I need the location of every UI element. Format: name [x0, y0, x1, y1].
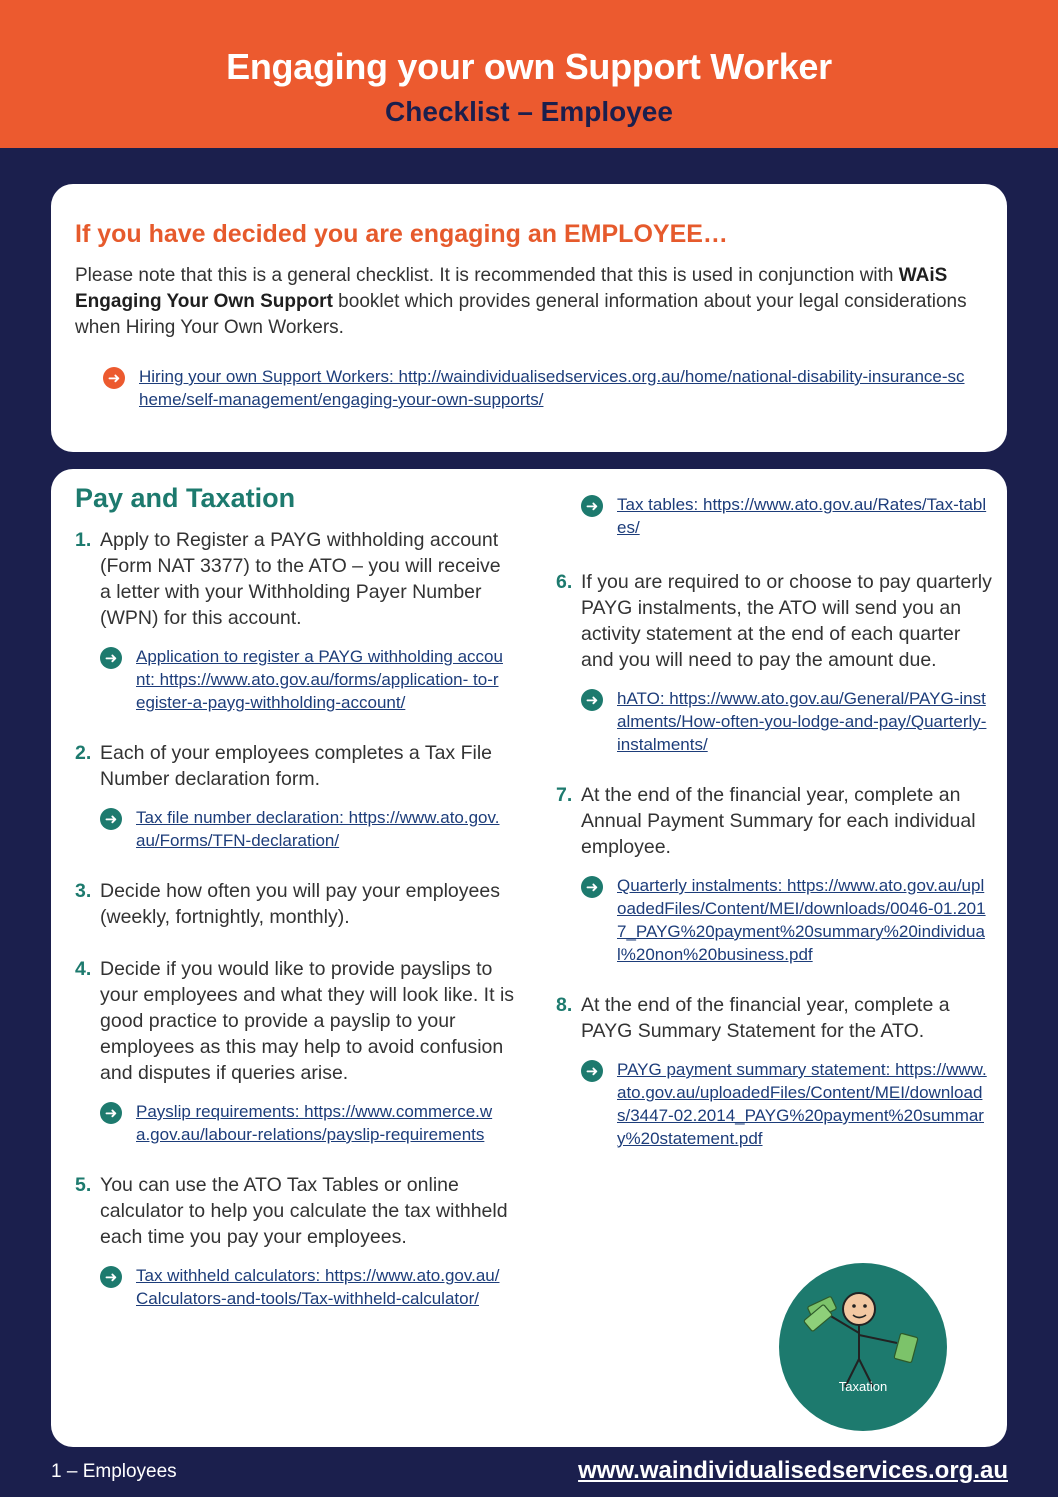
footer-page-label: 1 – Employees — [51, 1461, 177, 1482]
item-link-row — [100, 806, 515, 852]
checklist-item — [75, 527, 515, 714]
item-link[interactable]: Quarterly instalments: https://www.ato.gov.au/uploadedFiles/Content/MEI/downloads/0046-01.2017_PAYG%20payment%20summary%20individual%20non%20business.pdf — [617, 876, 986, 964]
intro-text-after: booklet which provides general information about your legal considerations when Hiring Your Own Workers. — [75, 291, 967, 338]
item-number: 6. — [556, 571, 573, 593]
item-number: 7. — [556, 784, 573, 806]
item-number: 2. — [75, 742, 92, 764]
arrow-right-icon: ➜ — [581, 495, 603, 517]
right-column — [556, 493, 996, 1176]
item-link[interactable]: Application to register a PAYG withholding account: https://www.ato.gov.au/forms/application- to-register-a-payg-withholding-account/ — [136, 647, 503, 712]
item-text: Each of your employees completes a Tax File Number declaration form. — [100, 742, 492, 790]
item-link[interactable]: PAYG payment summary statement: https://www.ato.gov.au/uploadedFiles/Content/MEI/downloads/3447-02.2014_PAYG%20payment%20summary%20statement.pdf — [617, 1060, 987, 1148]
item-number: 8. — [556, 994, 573, 1016]
item-text: At the end of the financial year, complete an Annual Payment Summary for each individual employee. — [581, 784, 976, 858]
checklist-item — [556, 782, 996, 966]
checklist-item — [75, 878, 515, 930]
taxation-figure-icon — [779, 1263, 947, 1431]
checklist-item — [556, 992, 996, 1150]
left-column — [75, 527, 515, 1336]
item-text: Apply to Register a PAYG withholding account (Form NAT 3377) to the ATO – you will receive a letter with your Withholding Payer Number (WPN) for this account. — [100, 529, 501, 629]
item-number: 3. — [75, 880, 92, 902]
pay-taxation-card — [51, 469, 1007, 1447]
intro-text-bold: WAiS Engaging Your Own Support — [75, 265, 948, 312]
taxation-label: Taxation — [838, 1379, 888, 1394]
footer-website-link[interactable]: www.waindividualisedservices.org.au — [578, 1457, 1008, 1484]
checklist-item — [75, 1172, 515, 1310]
item-number: 4. — [75, 958, 92, 980]
checklist-item — [556, 569, 996, 756]
item-text: Decide how often you will pay your employees (weekly, fortnightly, monthly). — [100, 880, 500, 928]
intro-link[interactable]: Hiring your own Support Workers: http://waindividualisedservices.org.au/home/national-disability-insurance-scheme/self-management/engaging-your-own-supports/ — [139, 367, 965, 409]
taxation-illustration — [779, 1263, 947, 1431]
arrow-right-icon: ➜ — [581, 876, 603, 898]
checklist-item — [75, 956, 515, 1146]
page-header — [0, 0, 1058, 148]
item-text: You can use the ATO Tax Tables or online calculator to help you calculate the tax withheld each time you pay your employees. — [100, 1174, 508, 1248]
item-link-row — [581, 687, 996, 756]
item-number: 5. — [75, 1174, 92, 1196]
arrow-right-icon: ➜ — [581, 1060, 603, 1082]
intro-link-row — [103, 365, 965, 411]
item-text: Decide if you would like to provide payslips to your employees and what they will look like. It is good practice to provide a payslip to your employees as this may help to avoid confusion and disputes if queries arise. — [100, 958, 515, 1084]
item-link[interactable]: Tax file number declaration: https://www.ato.gov.au/Forms/TFN-declaration/ — [136, 808, 500, 850]
intro-text-before: Please note that this is a general checklist. It is recommended that this is used in conjunction with — [75, 265, 899, 286]
tax-tables-link[interactable]: Tax tables: https://www.ato.gov.au/Rates/Tax-tables/ — [617, 495, 987, 537]
item-link-row — [100, 1100, 515, 1146]
arrow-right-icon: ➜ — [581, 689, 603, 711]
page-title: Engaging your own Support Worker — [226, 46, 832, 87]
arrow-right-icon: ➜ — [100, 647, 122, 669]
intro-heading: If you have decided you are engaging an EMPLOYEE… — [75, 220, 728, 248]
item-link[interactable]: Tax withheld calculators: https://www.ato.gov.au/Calculators-and-tools/Tax-withheld-calculator/ — [136, 1266, 500, 1308]
item-link-row — [581, 874, 996, 966]
item-link[interactable]: Payslip requirements: https://www.commerce.wa.gov.au/labour-relations/payslip-requirements — [136, 1102, 493, 1144]
arrow-right-icon: ➜ — [100, 808, 122, 830]
arrow-right-icon: ➜ — [103, 367, 125, 389]
intro-card — [51, 184, 1007, 452]
checklist-item — [75, 740, 515, 852]
page-subtitle: Checklist – Employee — [385, 96, 673, 127]
section-title: Pay and Taxation — [75, 483, 296, 513]
item-link-row — [100, 1264, 515, 1310]
arrow-right-icon: ➜ — [100, 1102, 122, 1124]
item-link-row — [100, 645, 515, 714]
item-link-row — [581, 1058, 996, 1150]
item-link-row — [581, 493, 996, 539]
item-text: If you are required to or choose to pay quarterly PAYG instalments, the ATO will send you an activity statement at the end of each quarter and you will need to pay the amount due. — [581, 571, 992, 671]
intro-text — [75, 263, 983, 341]
arrow-right-icon: ➜ — [100, 1266, 122, 1288]
item-text: At the end of the financial year, complete a PAYG Summary Statement for the ATO. — [581, 994, 950, 1042]
item-link[interactable]: hATO: https://www.ato.gov.au/General/PAYG-instalments/How-often-you-lodge-and-pay/Quarterly-instalments/ — [617, 689, 987, 754]
item-number: 1. — [75, 529, 92, 551]
